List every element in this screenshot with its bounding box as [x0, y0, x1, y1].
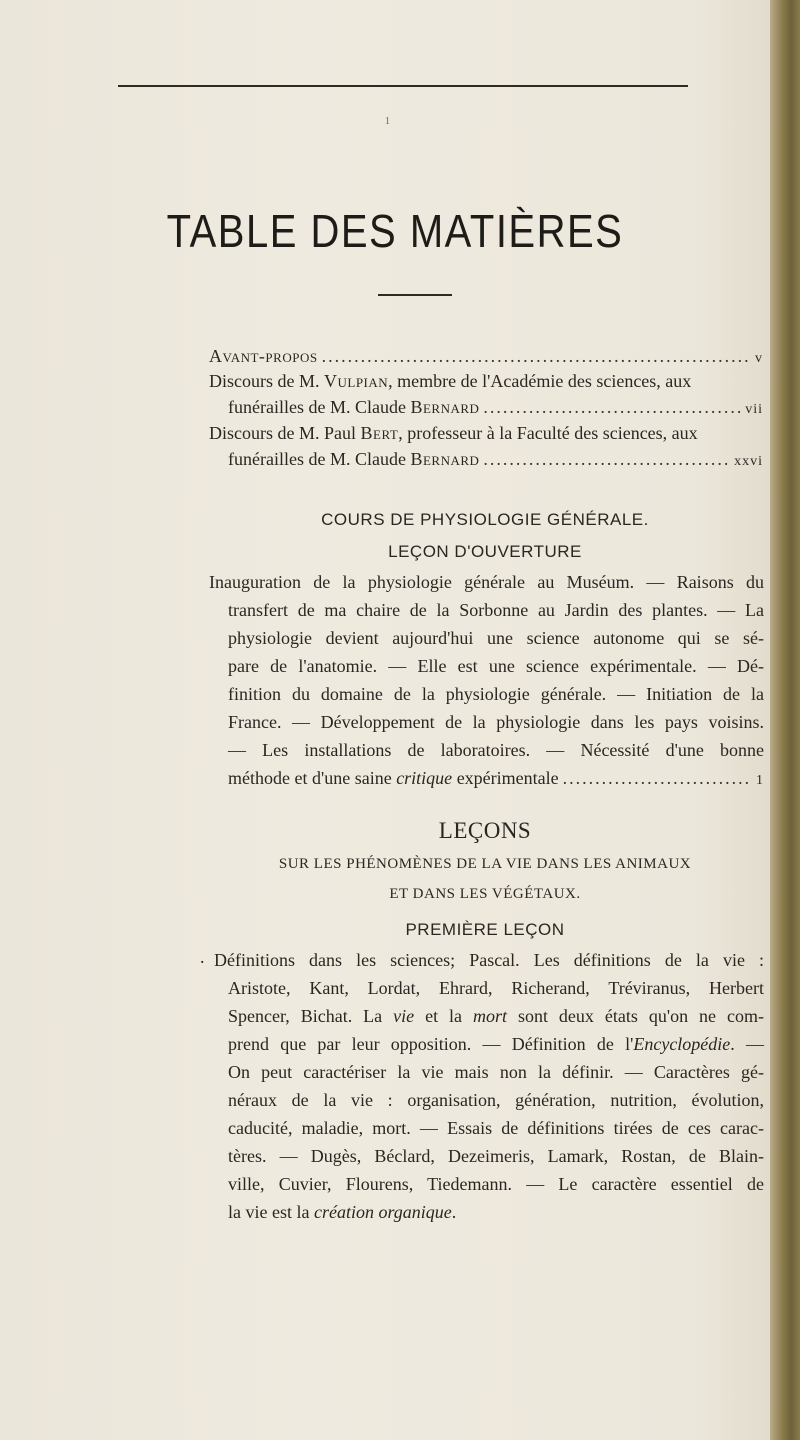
section1-summary	[209, 568, 764, 792]
entry-text: , professeur à la Faculté des sciences, aux	[398, 423, 698, 443]
entry-text: Discours de M.	[209, 371, 324, 391]
section2-summary	[214, 946, 764, 1226]
author-name: Bernard	[410, 449, 480, 469]
top-mark: 1	[385, 116, 390, 127]
section-subheading-lecon: LEÇON D'OUVERTURE	[388, 542, 582, 561]
toc-entry-bert-line2	[228, 446, 763, 475]
summary-line: néraux de la vie : organisation, génération, nutrition, évolution,	[228, 1090, 764, 1110]
summary-line: pare de l'anatomie. — Elle est une science expérimentale. — Dé-	[228, 656, 764, 676]
summary-line: France. — Développement de la physiologie dans les pays voisins.	[228, 712, 764, 732]
entry-text: funérailles de M. Claude	[228, 449, 411, 469]
summary-line: ville, Cuvier, Flourens, Tiedemann. — Le caractère essentiel de	[228, 1174, 764, 1194]
section-subheading-line1: SUR LES PHÉNOMÈNES DE LA VIE DANS LES ANIMAUX	[278, 856, 692, 872]
entry-text: sont deux états qu'on ne com-	[507, 1006, 764, 1026]
leader-dots	[322, 343, 751, 369]
summary-line: physiologie devient aujourd'hui une science autonome qui se sé-	[228, 628, 764, 648]
entry-label: Avant-propos	[209, 346, 318, 366]
entry-text: . —	[730, 1034, 765, 1054]
toc-entry-bert-line1	[209, 420, 763, 446]
summary-line: finition du domaine de la physiologie générale. — Initiation de la	[228, 684, 764, 704]
entry-bullet: .	[200, 947, 205, 967]
entry-text: méthode et d'une saine	[228, 768, 397, 788]
title-rule	[378, 294, 452, 296]
leader-dots	[483, 446, 730, 472]
toc-entry-vulpian-line2	[228, 394, 763, 423]
author-name: Bert	[360, 423, 399, 443]
entry-page: 1	[756, 773, 764, 788]
entry-text: la vie est la	[228, 1202, 314, 1222]
author-name: Bernard	[410, 397, 480, 417]
top-rule	[118, 85, 688, 87]
summary-line: caducité, maladie, mort. — Essais de définitions tirées de ces carac-	[228, 1118, 764, 1138]
leader-dots	[563, 764, 752, 792]
entry-italic: Encyclopédie	[633, 1034, 731, 1054]
page-title: TABLE DES MATIÈRES	[166, 206, 624, 258]
entry-page: xxvi	[734, 454, 763, 469]
summary-line: On peut caractériser la vie mais non la définir. — Caractères gé-	[228, 1062, 764, 1082]
toc-entry-vulpian-line1	[209, 368, 763, 394]
summary-line	[214, 1030, 764, 1058]
entry-page: v	[755, 351, 763, 366]
entry-italic: critique	[396, 768, 453, 788]
summary-line: — Les installations de laboratoires. — Nécessité d'une bonne	[228, 740, 764, 760]
summary-last-line	[214, 1198, 764, 1226]
entry-italic: création organique	[313, 1202, 452, 1222]
summary-line: transfert de ma chaire de la Sorbonne au Jardin des plantes. — La	[228, 600, 764, 620]
entry-text: et la	[414, 1006, 473, 1026]
entry-text: Spencer, Bichat. La	[228, 1006, 394, 1026]
summary-last-line	[209, 764, 764, 792]
entry-text: expérimentale	[452, 768, 559, 788]
entry-text: funérailles de M. Claude	[228, 397, 411, 417]
section-heading-cours: COURS DE PHYSIOLOGIE GÉNÉRALE.	[321, 510, 649, 529]
lesson-heading: PREMIÈRE LEÇON	[405, 920, 565, 939]
leader-dots	[483, 394, 741, 420]
summary-line: tères. — Dugès, Béclard, Dezeimeris, Lamark, Rostan, de Blain-	[228, 1146, 764, 1166]
summary-line: Aristote, Kant, Lordat, Ehrard, Richerand, Tréviranus, Herbert	[228, 978, 764, 998]
entry-text: prend que par leur opposition. — Définition de l'	[228, 1034, 634, 1054]
summary-line: Inauguration de la physiologie générale au Muséum. — Raisons du	[209, 572, 764, 592]
author-name: Vulpian	[324, 371, 389, 391]
section-heading-lecons: LEÇONS	[438, 818, 532, 843]
entry-text: , membre de l'Académie des sciences, aux	[388, 371, 692, 391]
entry-page: vii	[745, 402, 763, 417]
entry-text: .	[451, 1202, 457, 1222]
summary-line	[214, 1002, 764, 1030]
entry-italic: mort	[472, 1006, 507, 1026]
summary-line: Définitions dans les sciences; Pascal. Les définitions de la vie :	[214, 950, 764, 970]
entry-italic: vie	[393, 1006, 415, 1026]
entry-text: Discours de M. Paul	[209, 423, 361, 443]
section-subheading-line2: ET DANS LES VÉGÉTAUX.	[389, 886, 581, 902]
page-binding-edge	[770, 0, 800, 1440]
